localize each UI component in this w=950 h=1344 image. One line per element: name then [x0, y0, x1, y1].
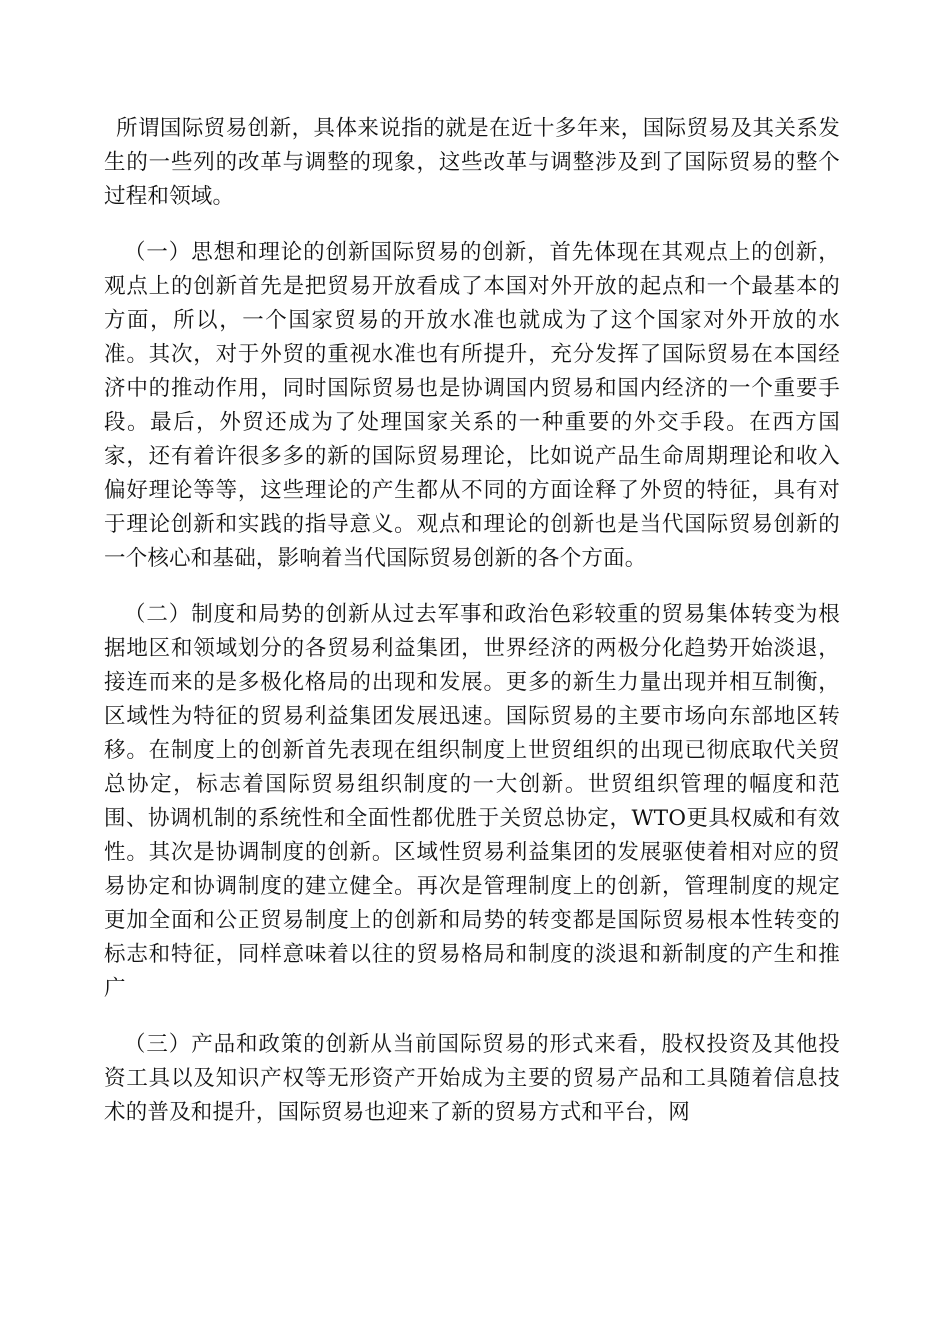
paragraph-section-3: （三）产品和政策的创新从当前国际贸易的形式来看，股权投资及其他投资工具以及知识产权等无形资产开始成为主要的贸易产品和工具随着信息技术的普及和提升，国际贸易也迎来了新的贸易方式和平台，网 [104, 1032, 840, 1125]
document-page [104, 112, 840, 1152]
paragraph-section-1: （一）思想和理论的创新国际贸易的创新，首先体现在其观点上的创新，观点上的创新首先是把贸易开放看成了本国对外开放的起点和一个最基本的方面，所以，一个国家贸易的开放水准也就成为了这个国家对外开放的水准。其次，对于外贸的重视水准也有所提升，充分发挥了国际贸易在本国经济中的推动作用，同时国际贸易也是协调国内贸易和国内经济的一个重要手段。最后，外贸还成为了处理国家关系的一种重要的外交手段。在西方国家，还有着许很多多的新的国际贸易理论，比如说产品生命周期理论和收入偏好理论等等，这些理论的产生都从不同的方面诠释了外贸的特征，具有对于理论创新和实践的指导意义。观点和理论的创新也是当代国际贸易创新的一个核心和基础，影响着当代国际贸易创新的各个方面。 [104, 240, 840, 571]
paragraph-intro: 所谓国际贸易创新，具体来说指的就是在近十多年来，国际贸易及其关系发生的一些列的改革与调整的现象，这些改革与调整涉及到了国际贸易的整个过程和领域。 [104, 116, 840, 209]
paragraph-section-2: （二）制度和局势的创新从过去军事和政治色彩较重的贸易集体转变为根据地区和领域划分的各贸易利益集团，世界经济的两极分化趋势开始淡退，接连而来的是多极化格局的出现和发展。更多的新生力量出现并相互制衡，区域性为特征的贸易利益集团发展迅速。国际贸易的主要市场向东部地区转移。在制度上的创新首先表现在组织制度上世贸组织的出现已彻底取代关贸总协定，标志着国际贸易组织制度的一大创新。世贸组织管理的幅度和范围、协调机制的系统性和全面性都优胜于关贸总协定，WTO更具权威和有效性。其次是协调制度的创新。区域性贸易利益集团的发展驱使着相对应的贸易协定和协调制度的建立健全。再次是管理制度上的创新，管理制度的规定更加全面和公正贸易制度上的创新和局势的转变都是国际贸易根本性转变的标志和特征，同样意味着以往的贸易格局和制度的淡退和新制度的产生和推广 [104, 602, 840, 1001]
